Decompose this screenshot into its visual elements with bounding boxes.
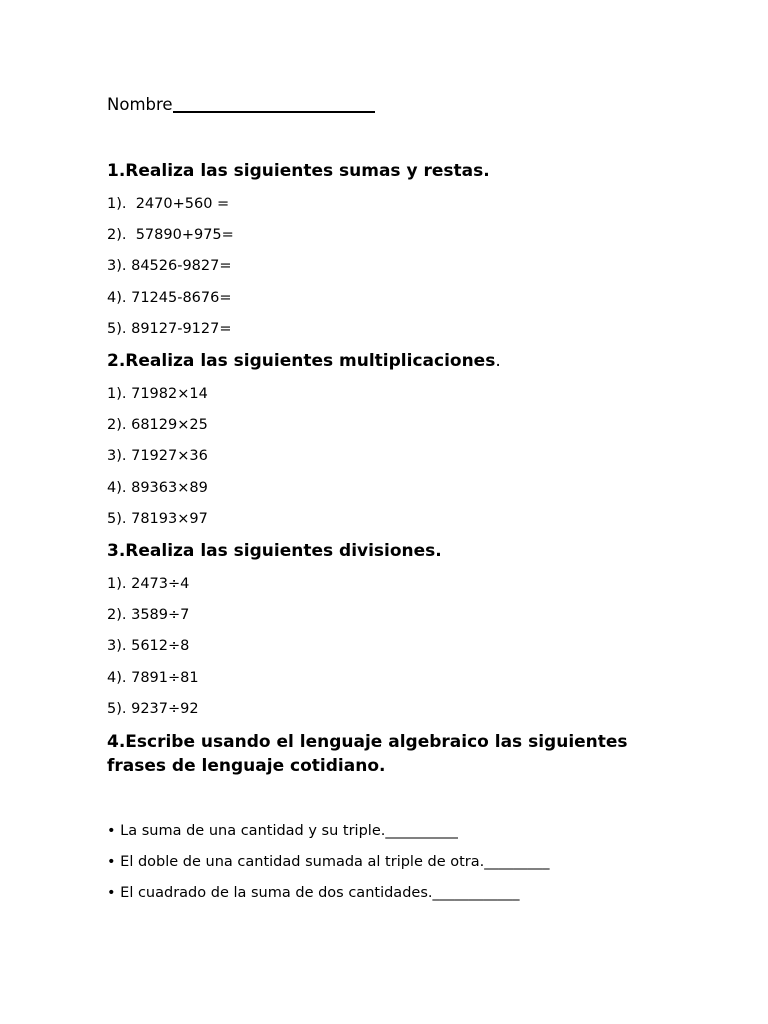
section2-item-5: 5). 78193×97 — [107, 511, 208, 527]
section2-item-2: 2). 68129×25 — [107, 417, 208, 433]
section3-title: 3.Realiza las siguientes divisiones. — [107, 541, 442, 561]
section4-title-line2: frases de lenguaje cotidiano. — [107, 756, 386, 776]
section1-item-3: 3). 84526-9827= — [107, 258, 232, 274]
section4-item-1: • La suma de una cantidad y su triple.__________ — [107, 823, 458, 839]
name-field-row — [107, 90, 375, 114]
section4-item-2: • El doble de una cantidad sumada al triple de otra._________ — [107, 854, 550, 870]
section1-item-2: 2). 57890+975= — [107, 227, 234, 243]
section3-item-5: 5). 9237÷92 — [107, 701, 199, 717]
section4-title-line1: 4.Escribe usando el lenguaje algebraico las siguientes — [107, 732, 628, 752]
section2-title-row — [107, 349, 501, 373]
name-blank-line[interactable] — [173, 93, 375, 113]
section3-item-3: 3). 5612÷8 — [107, 638, 190, 654]
section4-item-3: • El cuadrado de la suma de dos cantidades.____________ — [107, 885, 520, 901]
section2-item-4: 4). 89363×89 — [107, 480, 208, 496]
section3-item-4: 4). 7891÷81 — [107, 670, 199, 686]
section3-item-2: 2). 3589÷7 — [107, 607, 190, 623]
section1-item-1: 1). 2470+560 = — [107, 196, 230, 212]
name-label: Nombre — [107, 95, 173, 114]
section1-item-5: 5). 89127-9127= — [107, 321, 232, 337]
section1-item-4: 4). 71245-8676= — [107, 290, 232, 306]
section2-item-3: 3). 71927×36 — [107, 448, 208, 464]
section3-item-1: 1). 2473÷4 — [107, 576, 190, 592]
section1-title: 1.Realiza las siguientes sumas y restas. — [107, 161, 490, 181]
section2-title-period: . — [495, 351, 501, 371]
section2-item-1: 1). 71982×14 — [107, 386, 208, 402]
section2-title: 2.Realiza las siguientes multiplicaciones — [107, 351, 496, 371]
